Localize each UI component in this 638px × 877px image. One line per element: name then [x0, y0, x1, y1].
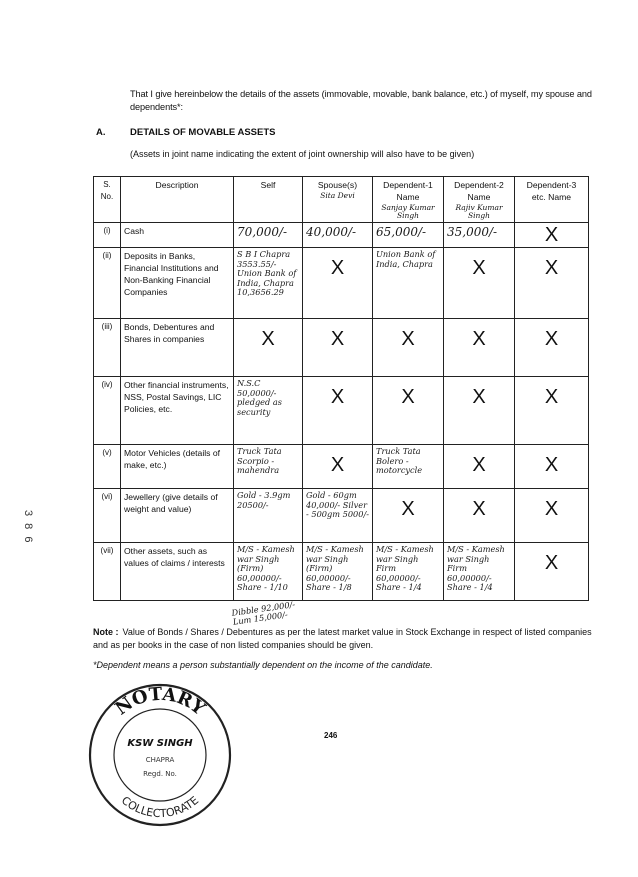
row-description: Motor Vehicles (details of make, etc.) — [121, 445, 234, 489]
dep3-value: X — [544, 224, 559, 246]
row-description: Bonds, Debentures and Shares in companies — [121, 319, 234, 377]
footnote — [93, 626, 593, 652]
dep1-value: 65,000/- — [376, 225, 427, 239]
movable-assets-table — [93, 176, 589, 601]
header-dep1-name-label: Name — [396, 192, 420, 202]
dep1-value: Truck Tata Bolero - motorcycle — [376, 446, 423, 475]
dep1-value: X — [401, 386, 415, 408]
table-row — [94, 489, 589, 543]
row-description: Cash — [121, 223, 234, 248]
section-note: (Assets in joint name indicating the extent of joint ownership will also have to be given) — [130, 149, 475, 159]
self-value: X — [261, 328, 275, 350]
dep2-value: M/S - Kamesh war Singh Firm 60,00000/- Share - 1/4 — [447, 544, 505, 592]
header-spouse — [303, 177, 373, 223]
dep1-value: X — [401, 328, 415, 350]
row-sno: (ii) — [94, 248, 121, 319]
dep3-value: X — [544, 257, 559, 279]
footnote-text: Value of Bonds / Shares / Debentures as per the latest market value in Stock Exchange in respect of listed companies and as per books in the case of non listed companies should be given. — [93, 627, 592, 650]
spouse-value: X — [330, 257, 345, 279]
dep3-value: X — [544, 498, 559, 520]
row-sno: (v) — [94, 445, 121, 489]
dep3-value: X — [544, 386, 559, 408]
self-value: M/S - Kamesh war Singh (Firm) 60,00000/- Share - 1/10 — [237, 544, 295, 592]
header-dep2-name-label: Name — [467, 192, 491, 202]
row-sno: (iv) — [94, 377, 121, 445]
dep3-value: X — [544, 328, 559, 350]
dep2-name: Rajiv Kumar Singh — [455, 203, 503, 220]
spouse-value: X — [330, 386, 345, 408]
header-dep2 — [444, 177, 515, 223]
dep1-value: X — [401, 498, 415, 520]
stamp-top-text: NOTARY — [111, 683, 209, 720]
stamp-bottom-text: COLLECTORATE — [118, 793, 202, 821]
row-sno: (vi) — [94, 489, 121, 543]
dependent-definition: *Dependent means a person substantially dependent on the income of the candidate. — [93, 660, 433, 670]
self-value: 70,000/- — [237, 225, 288, 239]
dep2-value: X — [472, 328, 486, 350]
spouse-value: X — [330, 328, 345, 350]
table-row — [94, 445, 589, 489]
dep1-value: M/S - Kamesh war Singh Firm 60,00000/- Share - 1/4 — [376, 544, 434, 592]
header-dep3 — [515, 177, 589, 223]
dep2-value: X — [472, 386, 486, 408]
dep3-value: X — [544, 454, 559, 476]
dep2-value: X — [472, 257, 486, 279]
section-title: DETAILS OF MOVABLE ASSETS — [130, 127, 276, 138]
row-description: Other financial instruments, NSS, Postal Savings, LIC Policies, etc. — [121, 377, 234, 445]
dep3-value: X — [544, 552, 559, 574]
footnote-label: Note : — [93, 627, 119, 637]
spouse-value: X — [330, 454, 345, 476]
section-letter: A. — [96, 127, 106, 138]
header-dep2-label: Dependent-2 — [454, 180, 504, 190]
header-description: Description — [121, 177, 234, 223]
table-row — [94, 543, 589, 601]
spouse-name: Sita Devi — [320, 191, 355, 200]
table-row — [94, 223, 589, 248]
spouse-value: M/S - Kamesh war Singh (Firm) 60,00000/- Share - 1/8 — [306, 544, 364, 592]
row-sno: (i) — [94, 223, 121, 248]
header-sno: S. No. — [94, 177, 121, 223]
table-row — [94, 319, 589, 377]
row-sno: (vii) — [94, 543, 121, 601]
dep2-value: X — [472, 498, 486, 520]
row-sno: (iii) — [94, 319, 121, 377]
header-self: Self — [234, 177, 303, 223]
handwritten-note: Dibble 92,000/- Lum 15,000/- — [230, 599, 296, 627]
row-description: Jewellery (give details of weight and value) — [121, 489, 234, 543]
spouse-value: Gold - 60gm 40,000/- Silver - 500gm 5000/- — [306, 490, 369, 519]
self-value: S B I Chapra 3553.55/- Union Bank of India, Chapra 10,3656.29 — [237, 249, 297, 297]
table-row — [94, 377, 589, 445]
self-value: Gold - 3.9gm 20500/- — [237, 490, 291, 510]
header-dep1-label: Dependent-1 — [383, 180, 433, 190]
page-number: 246 — [324, 731, 338, 740]
spouse-value: 40,000/- — [306, 225, 357, 239]
header-dep3-sub: etc. Name — [531, 192, 572, 202]
stamp-line2: CHAPRA — [145, 756, 175, 764]
header-dep1 — [373, 177, 444, 223]
stamp-name: KSW SINGH — [127, 738, 193, 749]
self-value: Truck Tata Scorpio - mahendra — [237, 446, 282, 475]
row-description: Deposits in Banks, Financial Institutions and Non-Banking Financial Companies — [121, 248, 234, 319]
intro-paragraph: That I give hereinbelow the details of the assets (immovable, movable, bank balance, etc.) of myself, my spouse and dependents*: — [130, 89, 592, 112]
dep1-name: Sanjay Kumar Singh — [381, 203, 435, 220]
row-description: Other assets, such as values of claims / interests — [121, 543, 234, 601]
stamp-line3: Regd. No. — [143, 770, 177, 778]
dep1-value: Union Bank of India, Chapra — [376, 249, 436, 269]
dep2-value: X — [472, 454, 486, 476]
header-spouse-label: Spouse(s) — [317, 180, 358, 190]
dep2-value: 35,000/- — [447, 225, 498, 239]
header-dep3-label: Dependent-3 — [526, 180, 577, 190]
self-value: N.S.C 50,0000/- pledged as security — [237, 378, 282, 417]
notary-stamp-seal — [85, 680, 235, 830]
table-header-row — [94, 177, 589, 223]
table-row — [94, 248, 589, 319]
margin-mark: 3 8 6 — [22, 510, 34, 545]
